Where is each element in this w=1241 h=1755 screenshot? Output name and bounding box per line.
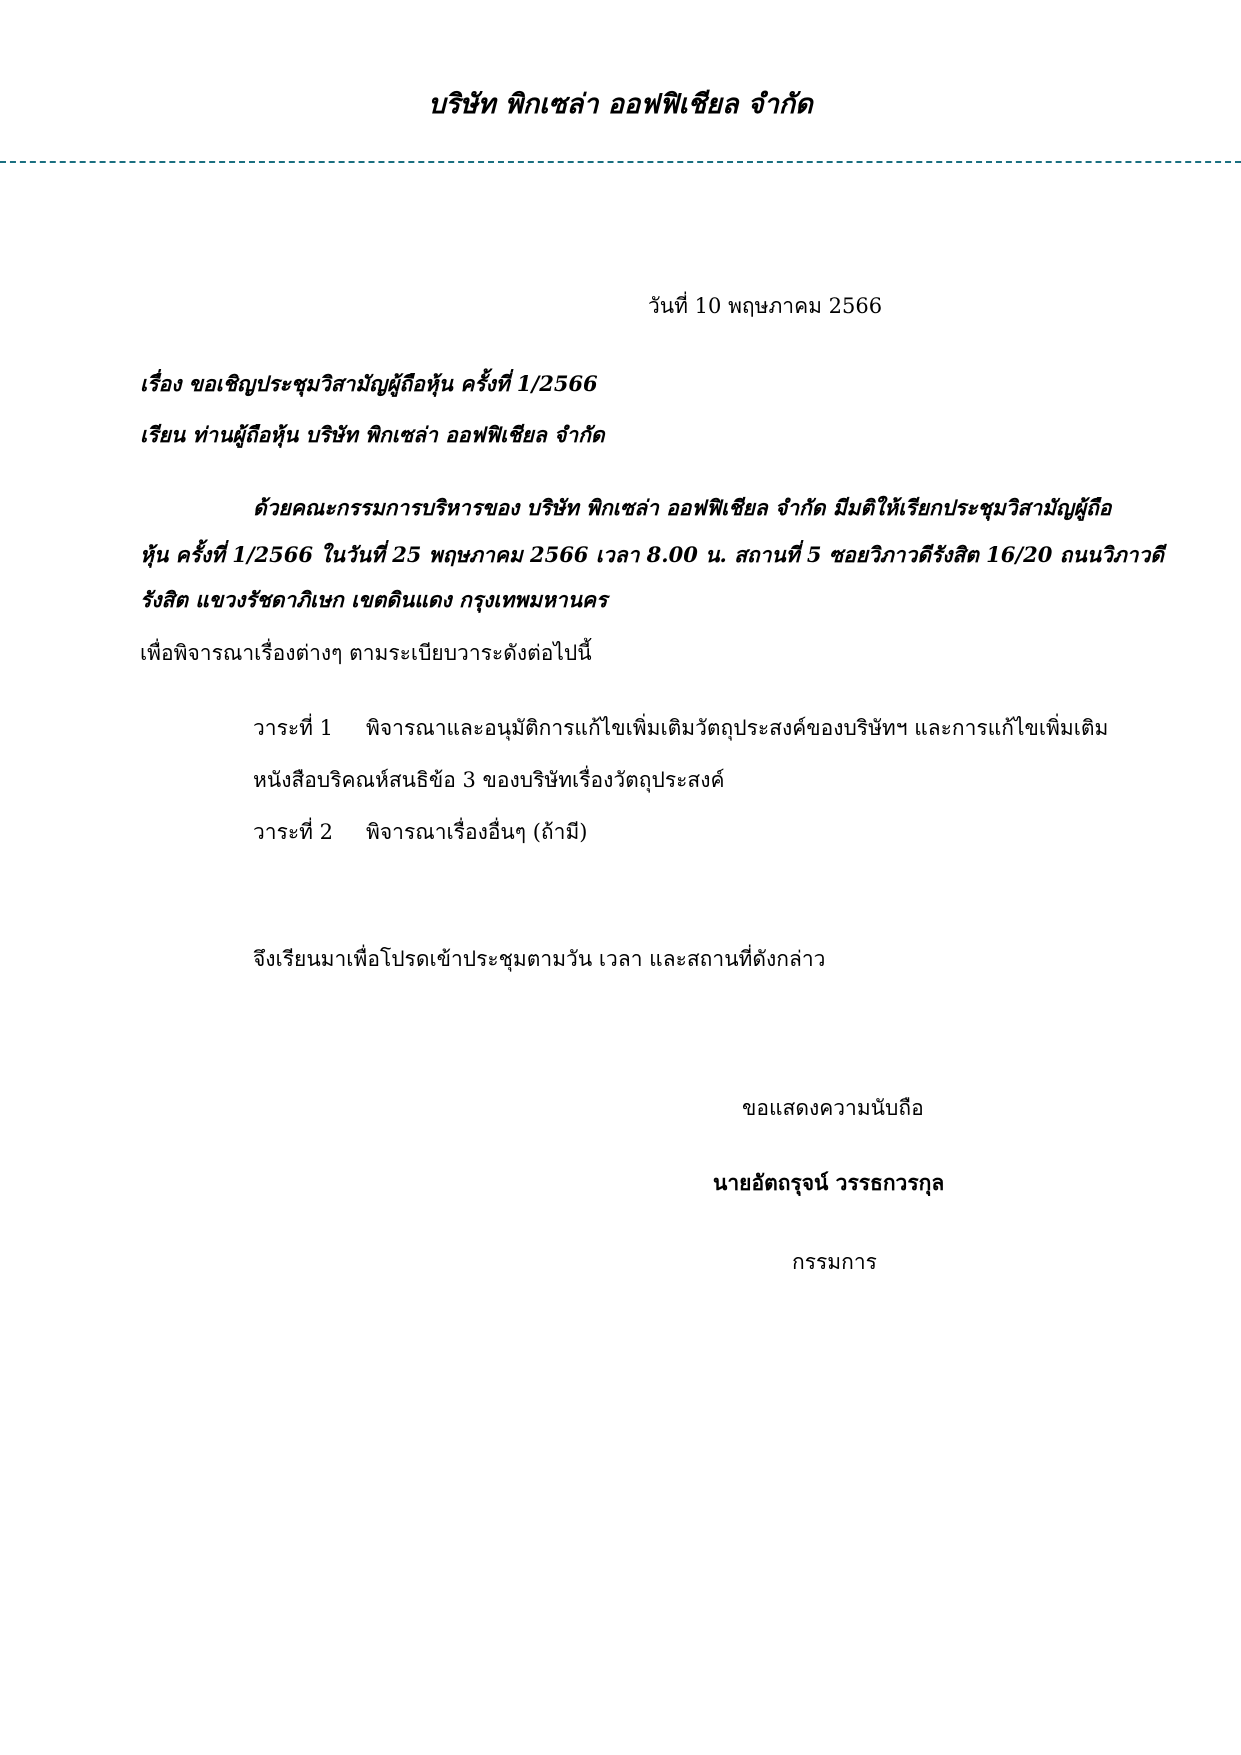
letter-recipient: เรียน ท่านผู้ถือหุ้น บริษัท พิกเซล่า ออฟฟิเชียล จำกัด — [140, 422, 605, 447]
header-divider — [0, 161, 1241, 163]
signature-name: นายอัตถรุจน์ วรรธกวรกุล — [713, 1170, 945, 1195]
agenda-intro: เพื่อพิจารณาเรื่องต่างๆ ตามระเบียบวาระดังต่อไปนี้ — [140, 641, 592, 665]
closing-line: จึงเรียนมาเพื่อโปรดเข้าประชุมตามวัน เวลา และสถานที่ดังกล่าว — [253, 947, 826, 971]
agenda-1-continuation: หนังสือบริคณห์สนธิข้อ 3 ของบริษัทเรื่องวัตถุประสงค์ — [253, 768, 725, 792]
letter-date: วันที่ 10 พฤษภาคม 2566 — [648, 294, 883, 318]
body-line-1: ด้วยคณะกรรมการบริหารของ บริษัท พิกเซล่า ออฟฟิเชียล จำกัด มีมติให้เรียกประชุมวิสามัญผู้ถือ — [253, 495, 1112, 520]
signature-regards: ขอแสดงความนับถือ — [742, 1096, 924, 1120]
agenda-2-number: วาระที่ 2 — [253, 820, 334, 844]
signature-title: กรรมการ — [792, 1250, 877, 1274]
company-name-header: บริษัท พิกเซล่า ออฟฟิเชียล จำกัด — [428, 89, 813, 120]
letter-subject: เรื่อง ขอเชิญประชุมวิสามัญผู้ถือหุ้น ครั้งที่ 1/2566 — [140, 371, 598, 396]
agenda-1-number: วาระที่ 1 — [253, 716, 334, 740]
body-line-3: รังสิต แขวงรัชดาภิเษก เขตดินแดง กรุงเทพมหานคร — [140, 587, 608, 612]
agenda-2-text: พิจารณาเรื่องอื่นๆ (ถ้ามี) — [366, 820, 588, 844]
body-line-2: หุ้น ครั้งที่ 1/2566 ในวันที่ 25 พฤษภาคม 2566 เวลา 8.00 น. สถานที่ 5 ซอยวิภาวดีรังสิต 16/20 ถนนวิภาวดี — [140, 542, 1164, 567]
agenda-1-text: พิจารณาและอนุมัติการแก้ไขเพิ่มเติมวัตถุประสงค์ของบริษัทฯ และการแก้ไขเพิ่มเติม — [366, 716, 1109, 740]
